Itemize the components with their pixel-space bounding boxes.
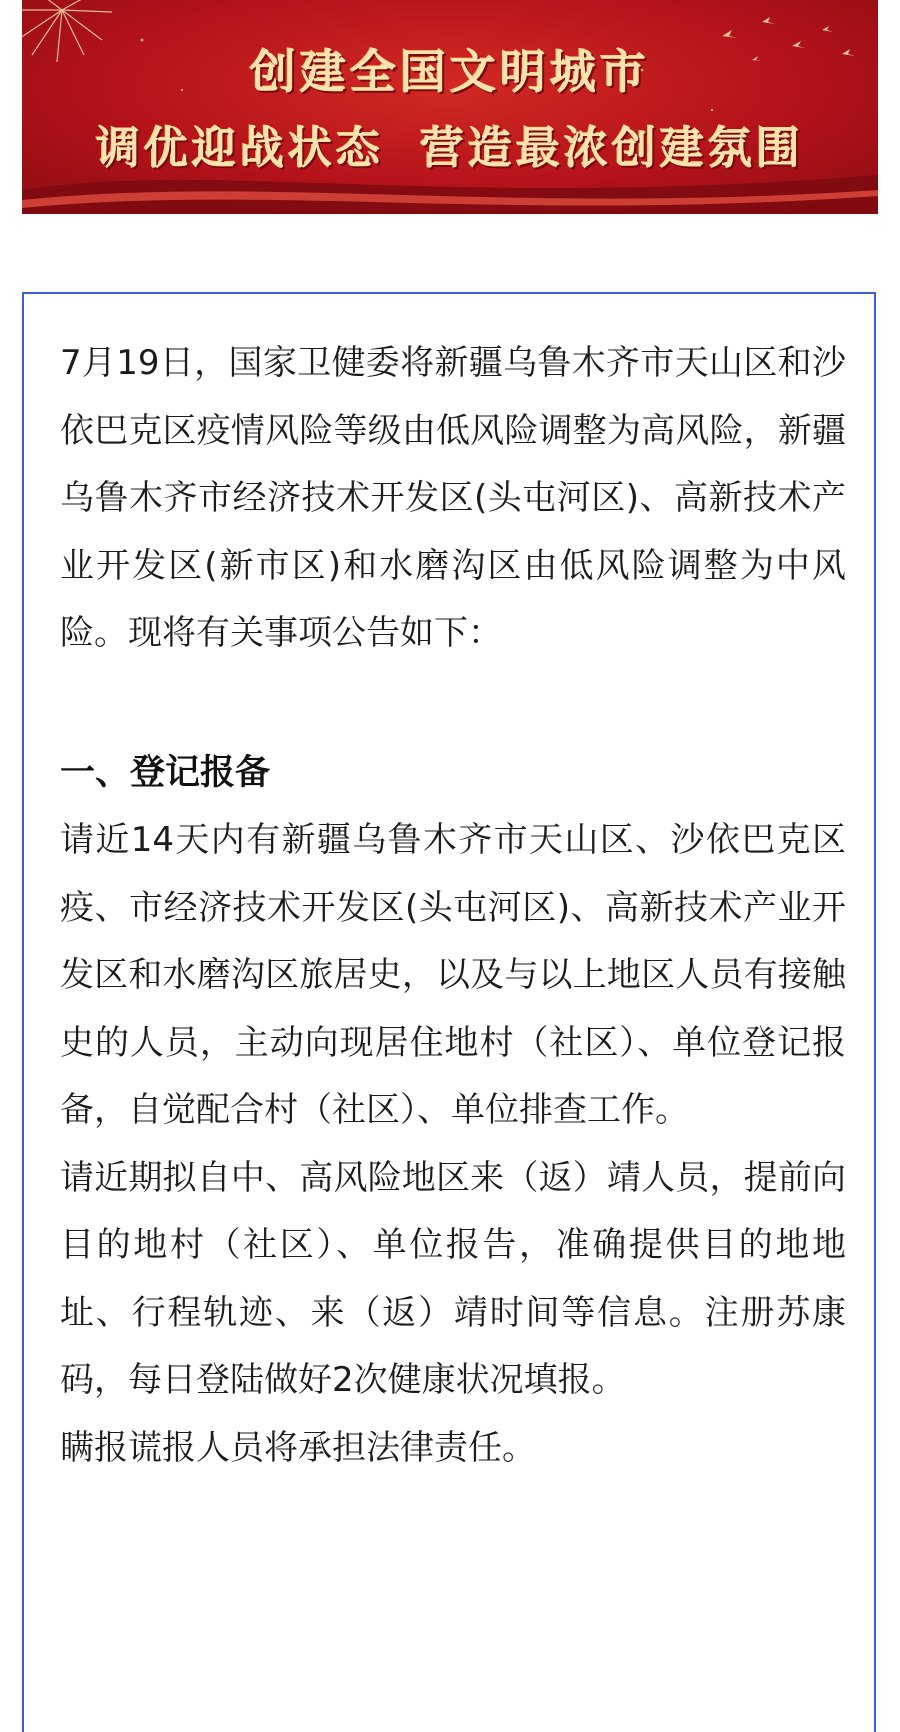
- banner-subtitle-left: 调优迎战状态: [96, 123, 384, 174]
- banner-title: 创建全国文明城市: [250, 45, 650, 99]
- arrival-report-paragraph: 请近期拟自中、高风险地区来（返）靖人员，提前向目的地村（社区）、单位报告，准确提供目的地地址、行程轨迹、来（返）靖时间等信息。注册苏康码，每日登陆做好2次健康状况填报。: [60, 1157, 846, 1400]
- article-content: [60, 330, 846, 1482]
- intro-paragraph: 7月19日，国家卫健委将新疆乌鲁木齐市天山区和沙依巴克区疫情风险等级由低风险调整为高风险，新疆乌鲁木齐市经济技术开发区(头屯河区)、高新技术产业开发区(新市区)和水磨沟区由低风险调整为中风险。现将有关事项公告如下：: [60, 343, 846, 653]
- header-banner: [22, 0, 878, 214]
- section-heading: 一、登记报备: [60, 752, 271, 793]
- banner-subtitle: [22, 112, 878, 176]
- banner-decoration: [22, 0, 878, 214]
- paragraph-spacer: [60, 668, 846, 740]
- registration-paragraph: 请近14天内有新疆乌鲁木齐市天山区、沙依巴克区疫、市经济技术开发区(头屯河区)、高新技术产业开发区和水磨沟区旅居史，以及与以上地区人员有接触史的人员，主动向现居住地村（社区）、单位登记报备，自觉配合村（社区）、单位排查工作。: [60, 820, 846, 1130]
- legal-warning-paragraph: 瞒报谎报人员将承担法律责任。: [60, 1427, 536, 1468]
- banner-subtitle-right: 营造最浓创建氛围: [420, 123, 804, 174]
